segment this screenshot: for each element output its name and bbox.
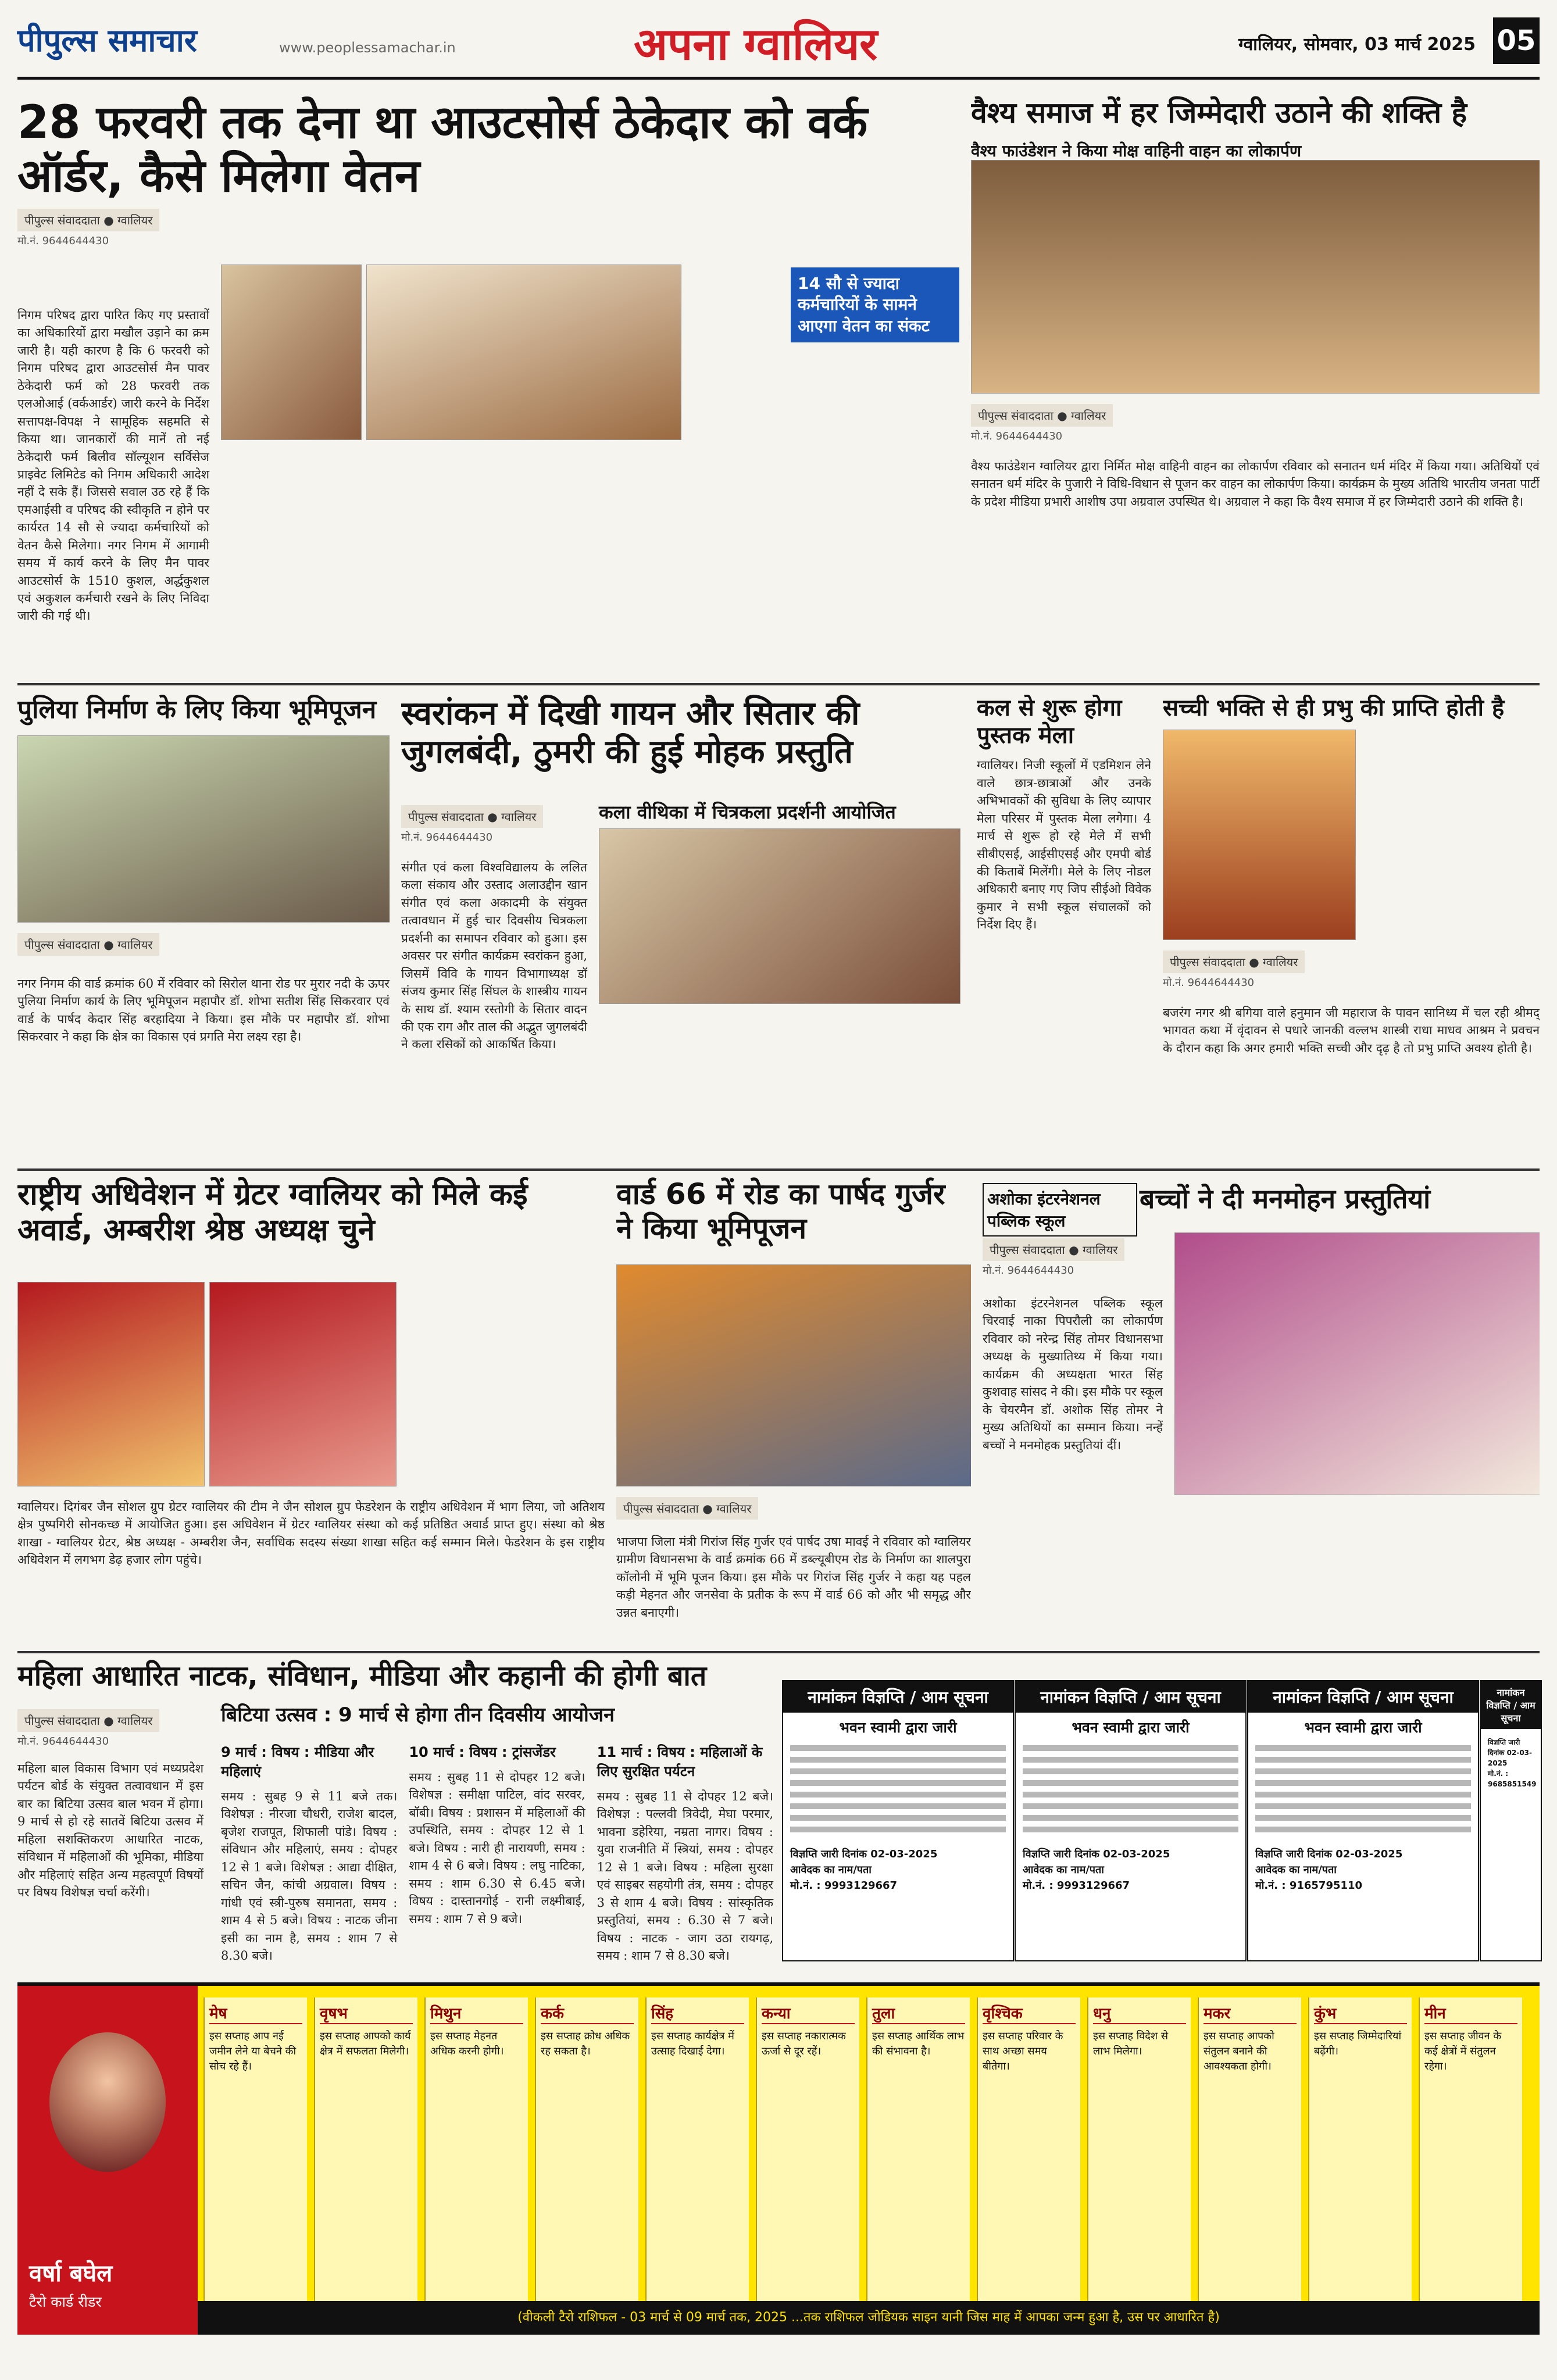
article-swarankan (401, 695, 965, 1160)
byline-pulia: पीपुल्स संवाददाता ● ग्वालियर (17, 933, 159, 956)
bhakti-speaker-photo (1163, 730, 1356, 940)
sign-name: कर्क (541, 2002, 634, 2024)
notice-heading: नामांकन विज्ञप्ति / आम सूचना (1481, 1681, 1541, 1729)
notice-subheading: भवन स्वामी द्वारा जारी (1304, 1719, 1422, 1736)
byline-bhakti: पीपुल्स संवाददाता ● ग्वालियर (1163, 950, 1305, 973)
headline-mahila: महिला आधारित नाटक, संविधान, मीडिया और कहानी की होगी बात (17, 1660, 707, 1692)
byline-mahila: पीपुल्स संवाददाता ● ग्वालियर (17, 1709, 159, 1732)
vaishya-foundation-photo (971, 160, 1540, 394)
sign-name: मेष (209, 2002, 302, 2024)
body-pulia: नगर निगम की वार्ड क्रमांक 60 में रविवार को सिरोल थाना रोड पर मुरार नदी के ऊपर पुलिया निर्माण कार्य के लिए भूमिपूजन महापौर डॉ. शोभा सतीश सिंह सिकरवार एवं वार्ड के पार्षद केदार सिंह बरहादिया ने किया। इस मौके पर महापौर डॉ. शोभा सिकरवार ने कहा कि क्षेत्र का विकास एवं प्रगति मेरा लक्ष्य रहा है। (17, 977, 390, 1044)
byline-ashoka-wrap (983, 1232, 1124, 1277)
music-performance-photo (599, 828, 960, 1004)
mobile-outsource: मो.नं. 9644644430 (17, 235, 109, 248)
byline-vaishya: पीपुल्स संवाददाता ● ग्वालियर (971, 404, 1113, 427)
notice-applicant: आवेदक का नाम/पता (790, 1864, 872, 1876)
sign-text: इस सप्ताह मेहनत अधिक करनी होगी। (430, 2030, 504, 2058)
outsource-column-1 (17, 299, 209, 683)
body-ashoka: अशोका इंटरनेशनल पब्लिक स्कूल चिरवाई नाका पिपरौली का लोकार्पण रविवार को नरेन्द्र सिंह तोमर विधानसभा अध्यक्ष के मुख्यातिथ्य में किया गया। कार्यक्रम की अध्यक्षता भारत सिंह कुशवाह सांसद ने की। इस मौके पर स्कूल के चेयरमैन डॉ. अशोक सिंह तोमर ने मुख्य अतिथियों का सम्मान किया। नन्हें बच्चों ने मनमोहक प्रस्तुतियां दीं। (983, 1296, 1163, 1452)
notice-date: विज्ञप्ति जारी दिनांक 02-03-2025 (790, 1848, 938, 1860)
notice-date: विज्ञप्ति जारी दिनांक 02-03-2025 (1255, 1848, 1403, 1860)
body-ward66: भाजपा जिला मंत्री गिरांज सिंह गुर्जर एवं पार्षद उषा मावई ने रविवार को ग्वालियर ग्रामीण विधानसभा के वार्ड क्रमांक 66 में डब्ल्यूबीएम रोड के निर्माण का शालपुरा कॉलोनी में भूमि पूजन किया। इस मौके पर गिरांज सिंह गुर्जर ने कहा यह पहल कड़ी मेहनत और जनसेवा के प्रतीक के रूप में वार्ड 66 को और भी समृद्ध और उन्नत बनाएगी। (616, 1535, 971, 1620)
notice-text (1016, 1745, 1245, 1832)
sign-name: वृश्चिक (983, 2002, 1076, 2024)
newspaper-brand: पीपुल्स समाचार (17, 22, 197, 59)
horoscope-footer: (वीकली टैरो राशिफल - 03 मार्च से 09 मार्च तक, 2025 ...तक राशिफल जोडियक साइन यानी जिस माह में आपका जन्म हुआ है, उस पर आधारित है) (198, 2301, 1540, 2335)
horoscope-sign (756, 1997, 859, 2323)
sign-text: इस सप्ताह क्रोध अधिक रह सकता है। (541, 2030, 630, 2058)
public-notice-3 (1247, 1680, 1479, 1961)
byline-swarankan: पीपुल्स संवाददाता ● ग्वालियर (401, 805, 543, 828)
sign-text: इस सप्ताह कार्यक्षेत्र में उत्साह दिखाई देगा। (651, 2030, 734, 2058)
award-photo-2 (209, 1282, 397, 1486)
reader-role: टैरो कार्ड रीडर (29, 2293, 102, 2310)
schedule-text: समय : सुबह 11 से दोपहर 12 बजे। विशेषज्ञ : समीक्षा पाटिल, वांद सरवर, बॉबी। विषय : प्रशासन में महिलाओं की उपस्थिति, समय : दोपहर 12 से 1 बजे। विषय : नारी ही नारायणी, समय : शाम 4 से 6 बजे। विषय : लघु नाटिका, समय : शाम 6.30 से 6.45 बजे। विषय : दास्तानगोई - रानी लक्ष्मीबाई, समय : शाम 7 से 9 बजे। (409, 1770, 585, 1926)
sign-name: तुला (872, 2002, 965, 2024)
sign-text: इस सप्ताह आपको कार्य क्षेत्र में सफलता मिलेगी। (320, 2030, 411, 2058)
body-vaishya: वैश्य फाउंडेशन ग्वालियर द्वारा निर्मित मोक्ष वाहिनी वाहन का लोकार्पण रविवार को सनातन धर्म मंदिर में किया गया। अतिथियों एवं सनातन धर्म मंदिर के पुजारी ने विधि-विधान से पूजन कर वाहन का लोकार्पण किया। कार्यक्रम के मुख्य अतिथि भारतीय जनता पार्टी के प्रदेश मीडिया प्रभारी आशीष उपा अग्रवाल उपस्थित थे। अग्रवाल ने कहा कि वैश्य समाज में हर जिम्मेदारी उठाने की शक्ति है। (971, 459, 1540, 509)
page-number: 05 (1493, 17, 1540, 64)
section-title-b: ग्वालियर (744, 18, 878, 70)
schedule-day-2 (409, 1735, 585, 1968)
headline-ward66: वार्ड 66 में रोड का पार्षद गुर्जर ने किया भूमिपूजन (616, 1177, 945, 1245)
sign-text: इस सप्ताह जिम्मेदारियां बढ़ेंगी। (1314, 2030, 1402, 2058)
notice-footer (1016, 1838, 1245, 1893)
dateline: ग्वालियर, सोमवार, 03 मार्च 2025 (1238, 34, 1476, 55)
public-notice-4 (1480, 1680, 1542, 1961)
pulia-photo (17, 735, 390, 923)
mobile-bhakti: मो.नं. 9644644430 (1163, 977, 1255, 989)
website-link[interactable]: www.peoplessamachar.in (279, 40, 456, 56)
sign-text: इस सप्ताह आर्थिक लाभ की संभावना है। (872, 2030, 965, 2058)
headline-adhiveshan: राष्ट्रीय अधिवेशन में ग्रेटर ग्वालियर को मिले कई अवार्ड, अम्बरीश श्रेष्ठ अध्यक्ष चुने (17, 1177, 528, 1248)
byline-mahila-wrap (17, 1703, 159, 1748)
ashoka-kicker: अशोका इंटरनेशनल पब्लिक स्कूल (983, 1183, 1137, 1237)
sign-name: सिंह (651, 2002, 744, 2024)
notice-applicant: आवेदक का नाम/पता (1023, 1864, 1104, 1876)
mahila-schedule (221, 1735, 773, 1968)
body-mahila: महिला बाल विकास विभाग एवं मध्यप्रदेश पर्यटन बोर्ड के संयुक्त तत्वावधान में इस बार का बिटिया उत्सव बाल भवन में होगा। 9 मार्च से हो रहे सातवें बिटिया उत्सव में महिला सशक्तिकरण आधारित नाटक, संविधान में महिलाओं की भूमिका, मीडिया और महिलाएं सहित अन्य महत्वपूर्ण विषयों पर विषय विशेषज्ञ चर्चा करेंगी। (17, 1761, 203, 1900)
mobile-vaishya: मो.नं. 9644644430 (971, 430, 1063, 442)
public-notice-1 (782, 1680, 1014, 1961)
notice-text (783, 1745, 1013, 1832)
sign-text: इस सप्ताह आप नई जमीन लेने या बेचने की सोच रहे हैं। (209, 2030, 297, 2073)
subhead-mahila: बिटिया उत्सव : 9 मार्च से होगा तीन दिवसीय आयोजन (221, 1703, 615, 1727)
subhead-vaishya: वैश्य फाउंडेशन ने किया मोक्ष वाहिनी वाहन का लोकार्पण (971, 141, 1302, 160)
article-pulia (17, 695, 390, 1160)
byline-ward66-wrap (616, 1491, 758, 1520)
notice-footer (1248, 1838, 1478, 1893)
sign-name: धनु (1093, 2002, 1186, 2024)
body-outsource: निगम परिषद द्वारा पारित किए गए प्रस्तावों का अधिकारियों द्वारा मखौल उड़ाने का क्रम जारी है। यही कारण है कि 6 फरवरी को निगम परिषद द्वारा आउटसोर्स मैन पावर ठेकेदारी फर्म को 28 फरवरी तक एलओआई (वर्कआर्डर) जारी करने के निर्देश सत्तापक्ष-विपक्ष ने सामूहिक सहमति से किया था। जानकारों की मानें तो नई ठेकेदारी फर्म बिलीव सॉल्यूशन सर्विसेज प्राइवेट लिमिटेड को निगम अधिकारी आदेश नहीं दे सके हैं। जिससे सवाल उठ रहे हैं कि एमआईसी व परिषद की स्वीकृति न होने पर कार्यरत 14 सौ से ज्यादा कर्मचारियों को वेतन कैसे मिलेगा। नगर निगम में आगामी समय में कार्य करने के लिए मैन पावर आउटसोर्स के 1510 कुशल, अर्द्धकुशल एवं अकुशल कर्मचारी रखने के लिए निविदा जारी की गई थी। (17, 308, 209, 623)
horoscope-sign (645, 1997, 749, 2323)
notice-phone: मो.नं. : 9685851549 (1488, 1770, 1537, 1788)
sign-name: मकर (1204, 2002, 1297, 2024)
headline-swarankan: स्वरांकन में दिखी गायन और सितार की जुगलबंदी, ठुमरी की हुई मोहक प्रस्तुति (401, 695, 860, 771)
subhead-swarankan: कला वीथिका में चित्रकला प्रदर्शनी आयोजित (599, 801, 896, 823)
mobile-mahila: मो.नं. 9644644430 (17, 1735, 109, 1748)
headline-pulia: पुलिया निर्माण के लिए किया भूमिपूजन (17, 695, 377, 724)
notice-phone: मो.नं. : 9165795110 (1255, 1879, 1363, 1892)
horoscope-sign (866, 1997, 970, 2323)
byline-ashoka: पीपुल्स संवाददाता ● ग्वालियर (983, 1238, 1124, 1261)
sign-text: इस सप्ताह विदेश से लाभ मिलेगा। (1093, 2030, 1168, 2058)
ashoka-school-stage-photo (1174, 1232, 1540, 1495)
sign-name: कुंभ (1314, 2002, 1407, 2024)
article-mahila (17, 1660, 779, 1974)
award-photo-1 (17, 1282, 205, 1486)
sign-text: इस सप्ताह आपको संतुलन बनाने की आवश्यकता होगी। (1204, 2030, 1274, 2073)
article-pustak (977, 695, 1151, 1160)
municipal-building-photo (221, 265, 362, 440)
ward66-bhumipujan-photo (616, 1264, 971, 1486)
article-vaishya (971, 96, 1540, 683)
notice-phone: मो.नं. : 9993129667 (1023, 1879, 1130, 1892)
schedule-title: 11 मार्च : विषय : महिलाओं के लिए सुरक्षित पर्यटन (597, 1744, 763, 1779)
section-title-a: अपना (634, 18, 729, 70)
section-divider (17, 683, 1540, 685)
weekly-horoscope-band (17, 1982, 1540, 2335)
outsource-kicker: 14 सौ से ज्यादा कर्मचारियों के सामने आएगा वेतन का संकट (791, 267, 959, 342)
outsource-office-photo (366, 265, 681, 440)
schedule-day-3 (597, 1735, 773, 1968)
article-ashoka (983, 1177, 1540, 1642)
headline-outsource: 28 फरवरी तक देना था आउटसोर्स ठेकेदार को वर्क ऑर्डर, कैसे मिलेगा वेतन (17, 97, 868, 203)
headline-pustak: कल से शुरू होगा पुस्तक मेला (977, 695, 1122, 749)
body-adhiveshan: ग्वालियर। दिगंबर जैन सोशल ग्रुप ग्रेटर ग्वालियर की टीम ने जैन सोशल ग्रुप फेडरेशन के राष्ट्रीय अधिवेशन में भाग लिया, जो अतिशय क्षेत्र पुष्पगिरी सोनकच्छ में आयोजित हुआ। इस अधिवेशन में ग्रेटर ग्वालियर संस्था को कई प्रतिष्ठित अवार्ड प्राप्त हुए। संस्था को श्रेष्ठ शाखा - ग्वालियर ग्रेटर, श्रेष्ठ अध्यक्ष - अम्बरीश जैन, सर्वाधिक सदस्य संख्या शाखा सहित कई सम्मान मिले। फेडरेशन के इस राष्ट्रीय अधिवेशन में लगभग डेढ़ हजार लोग पहुंचे। (17, 1500, 605, 1567)
article-ward66 (616, 1177, 971, 1642)
sign-text: इस सप्ताह परिवार के साथ अच्छा समय बीतेगा। (983, 2030, 1063, 2073)
notice-phone: मो.नं. : 9993129667 (790, 1879, 898, 1892)
notice-applicant: आवेदक का नाम/पता (1255, 1864, 1337, 1876)
masthead (17, 13, 1540, 80)
headline-bhakti: सच्ची भक्ति से ही प्रभु की प्राप्ति होती है (1163, 695, 1505, 721)
mobile-ashoka: मो.नं. 9644644430 (983, 1264, 1074, 1277)
reader-name: वर्षा बघेल (29, 2260, 113, 2287)
body-bhakti: बजरंग नगर श्री बगिया वाले हनुमान जी महाराज के पावन सानिध्य में चल रही श्रीमद् भागवत कथा में वृंदावन से पधारे जानकी वल्लभ शास्त्री राधा माधव आश्रम ने प्रवचन के दौरान कहा कि अगर हमारी भक्ति सच्ची और दृढ़ है तो प्रभु प्राप्ति अवश्य होती है। (1163, 1006, 1540, 1055)
notice-heading: नामांकन विज्ञप्ति / आम सूचना (783, 1681, 1013, 1713)
article-bhakti (1163, 695, 1540, 1160)
byline-pulia-wrap (17, 927, 159, 956)
horoscope-sign (203, 1997, 307, 2323)
schedule-day-1 (221, 1735, 397, 1968)
notice-text (1248, 1745, 1478, 1832)
sign-name: मिथुन (430, 2002, 523, 2024)
schedule-text: समय : सुबह 11 से दोपहर 12 बजे। विशेषज्ञ : पल्लवी त्रिवेदी, मेघा परमार, भावना डहेरिया, नम्रता नागर। विषय : युवा राजनीति में स्त्रियां, समय : दोपहर 12 से 1 बजे। विषय : महिला सुरक्षा एवं साइबर सहयोगी तंत्र, समय : दोपहर 3 से शाम 4 बजे। विषय : सांस्कृतिक प्रस्तुतियां, समय : 6.30 से 7 बजे। विषय : नाटक - जाग उठा रायगढ़, समय : शाम 7 से 8.30 बजे। (597, 1789, 773, 1963)
byline-ward66: पीपुल्स संवाददाता ● ग्वालियर (616, 1497, 758, 1520)
notice-heading: नामांकन विज्ञप्ति / आम सूचना (1016, 1681, 1245, 1713)
notice-heading: नामांकन विज्ञप्ति / आम सूचना (1248, 1681, 1478, 1713)
reader-portrait (49, 2032, 166, 2172)
sign-text: इस सप्ताह नकारात्मक ऊर्जा से दूर रहें। (762, 2030, 846, 2058)
notice-date: विज्ञप्ति जारी दिनांक 02-03-2025 (1023, 1848, 1170, 1860)
notice-subheading: भवन स्वामी द्वारा जारी (1072, 1719, 1190, 1736)
body-swarankan: संगीत एवं कला विश्वविद्यालय के ललित कला संकाय और उस्ताद अलाउद्दीन खान संगीत एवं कला अकादमी के संयुक्त तत्वावधान में हुई चार दिवसीय चित्रकला प्रदर्शनी का समापन रविवार को हुआ। इस अवसर पर संगीत कार्यक्रम स्वरांकन हुआ, जिसमें विवि के गायन विभागाध्यक्ष डॉ संजय कुमार सिंह सिंघल के शास्त्रीय गायन के साथ डॉ. श्याम रस्तोगी के सितार वादन की एक राग और ताल की अद्भुत जुगलबंदी ने कला रसिकों को आकर्षित किया। (401, 860, 587, 1052)
article-outsource (17, 96, 959, 683)
sign-name: मीन (1424, 2002, 1517, 2024)
horoscope-sign (1087, 1997, 1191, 2323)
section-divider-2 (17, 1168, 1540, 1171)
notice-footer (1481, 1729, 1541, 1789)
horoscope-sign (1308, 1997, 1412, 2323)
body-pustak: ग्वालियर। निजी स्कूलों में एडमिशन लेने वाले छात्र-छात्राओं और उनके अभिभावकों की सुविधा के लिए व्यापार मेला परिसर में पुस्तक मेला लगेगा। 4 मार्च से शुरू हो रहे मेले में सभी सीबीएसई, आईसीएसई और एमपी बोर्ड की किताबें मिलेंगी। मेले के लिए नोडल अधिकारी बनाए गए जिप सीईओ विवेक कुमार ने सभी स्कूल संचालकों को निर्देश दिए हैं। (977, 758, 1151, 932)
horoscope-sign (977, 1997, 1080, 2323)
mobile-swarankan: मो.नं. 9644644430 (401, 831, 493, 844)
notice-date: विज्ञप्ति जारी दिनांक 02-03-2025 (1488, 1738, 1533, 1767)
tarot-reader-panel (17, 1986, 198, 2335)
horoscope-sign (1419, 1997, 1522, 2323)
byline-bhakti-wrap (1163, 945, 1305, 989)
byline-outsource: पीपुल्स संवाददाता ● ग्वालियर (17, 209, 159, 231)
notice-footer (783, 1838, 1013, 1893)
headline-vaishya: वैश्य समाज में हर जिम्मेदारी उठाने की शक्ति है (971, 96, 1467, 130)
horoscope-sign (535, 1997, 638, 2323)
horoscope-sign (314, 1997, 417, 2323)
schedule-text: समय : सुबह 9 से 11 बजे तक। विशेषज्ञ : नीरजा चौधरी, राजेश बादल, बृजेश राजपूत, शिफाली पांडे। विषय : संविधान और महिलाएं, समय : दोपहर 12 से 1 बजे। विशेषज्ञ : आद्या दीक्षित, सचिन जैन, कांची अग्रवाल। विषय : गांधी एवं स्त्री-पुरुष समानता, समय : शाम 4 से 5 बजे। विषय : नाटक जीना इसी का नाम है, समय : शाम 7 से 8.30 बजे। (221, 1789, 398, 1963)
byline-vaishya-wrap (971, 398, 1113, 443)
article-adhiveshan (17, 1177, 605, 1642)
section-title (634, 13, 877, 73)
horoscope-sign (424, 1997, 528, 2323)
byline-swarankan-wrap (401, 799, 543, 844)
public-notice-2 (1015, 1680, 1247, 1961)
section-divider-3 (17, 1651, 1540, 1653)
headline-ashoka: बच्चों ने दी मनमोहन प्रस्तुतियां (1140, 1183, 1431, 1214)
sign-name: कन्या (762, 2002, 855, 2024)
sign-name: वृषभ (320, 2002, 413, 2024)
schedule-title: 10 मार्च : विषय : ट्रांसजेंडर (409, 1744, 556, 1760)
notice-subheading: भवन स्वामी द्वारा जारी (839, 1719, 957, 1736)
horoscope-sign (1198, 1997, 1301, 2323)
sign-text: इस सप्ताह जीवन के कई क्षेत्रों में संतुलन रहेगा। (1424, 2030, 1502, 2073)
schedule-title: 9 मार्च : विषय : मीडिया और महिलाएं (221, 1744, 374, 1779)
